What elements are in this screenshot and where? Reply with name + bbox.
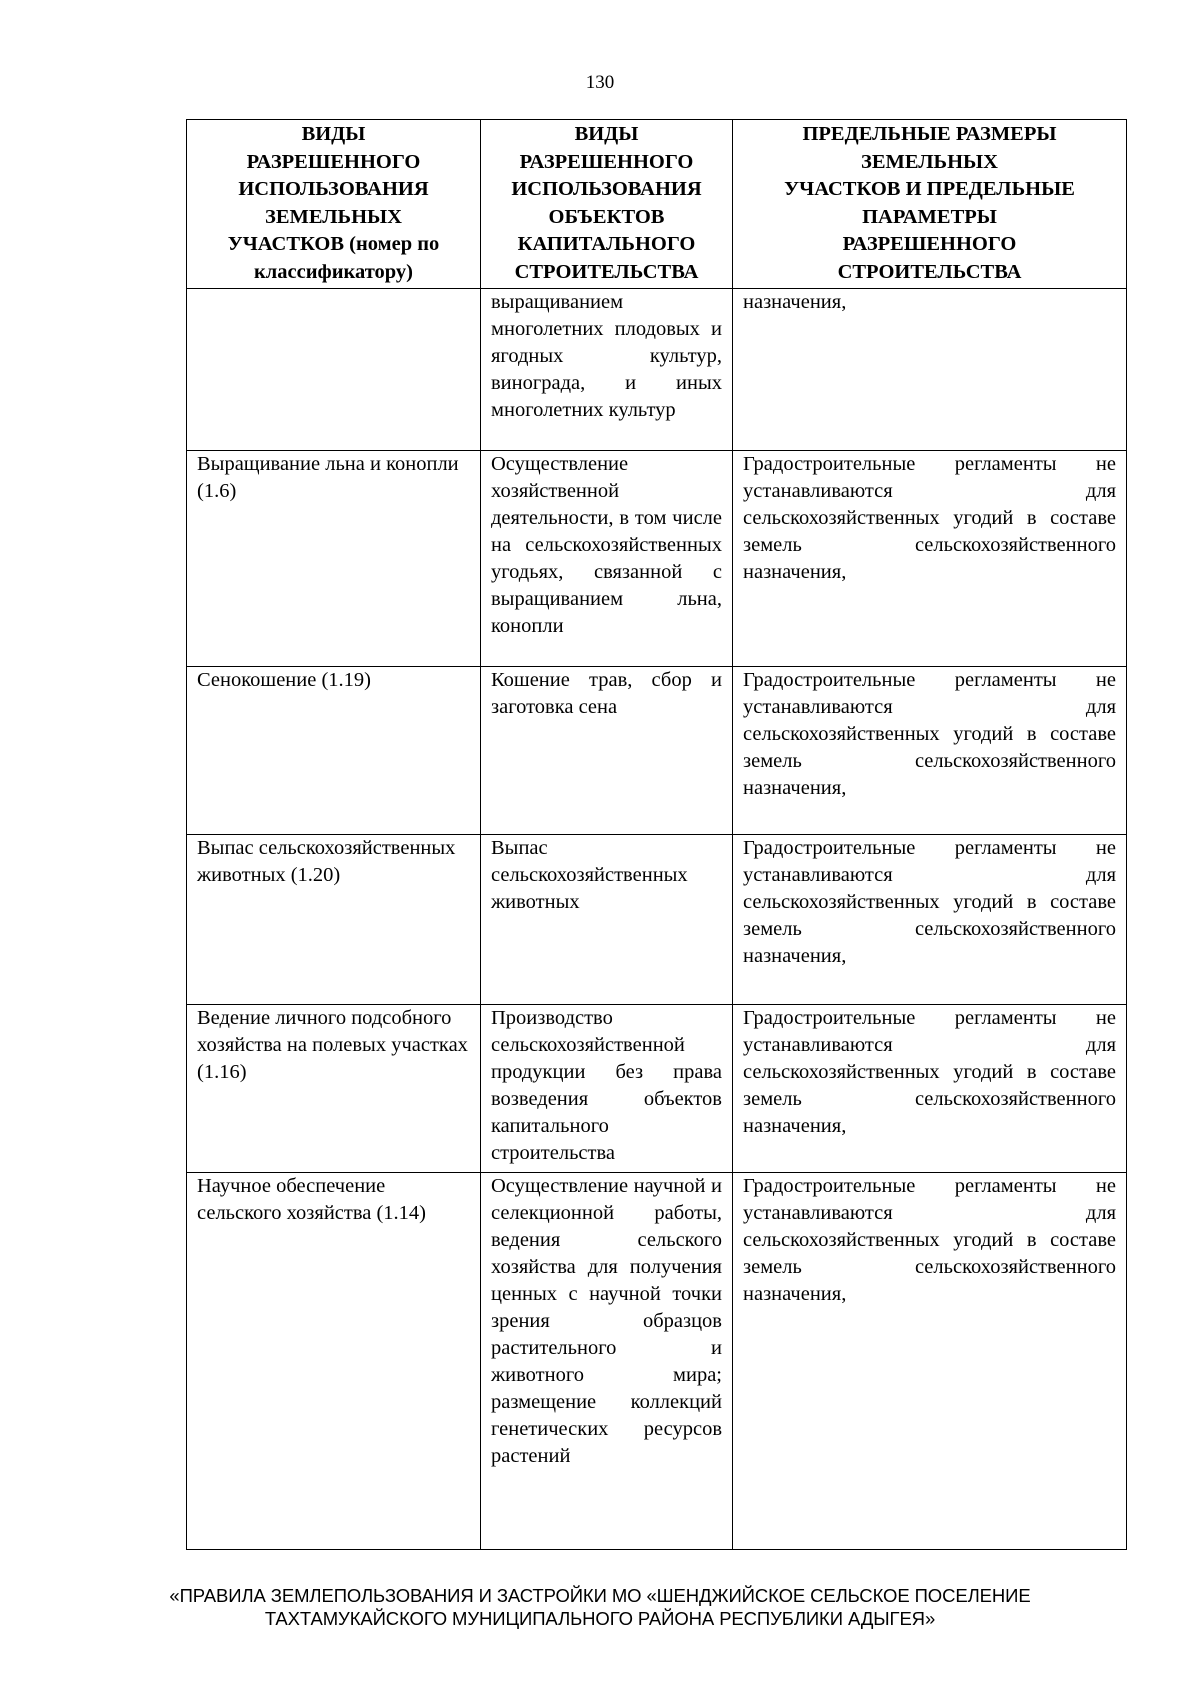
cell-parameters: Градостроительные регламенты не устанавливаются для сельскохозяйственных угодий в составе земель сельскохозяйственного назначения, xyxy=(733,1173,1127,1550)
header-line: ЗЕМЕЛЬНЫХ xyxy=(861,150,998,173)
header-row xyxy=(187,120,1127,289)
table-row xyxy=(187,667,1127,835)
cell-use-kind: Ведение личного подсобного хозяйства на полевых участках (1.16) xyxy=(187,1005,481,1173)
cell-capital-objects: Производство сельскохозяйственной продукции без права возведения объектов капитального строительства xyxy=(481,1005,733,1173)
table-row xyxy=(187,289,1127,451)
header-line: ОБЪЕКТОВ xyxy=(548,205,665,228)
page-number: 130 xyxy=(585,72,615,93)
cell-capital-objects: Выпас сельскохозяйственных животных xyxy=(481,835,733,1005)
header-line: РАЗРЕШЕННОГО xyxy=(842,233,1017,255)
cell-use-kind: Научное обеспечение сельского хозяйства (1.14) xyxy=(187,1173,481,1550)
header-line: КАПИТАЛЬНОГО xyxy=(517,233,696,255)
cell-use-kind: Сенокошение (1.19) xyxy=(187,667,481,835)
cell-capital-objects: Кошение трав, сбор и заготовка сена xyxy=(481,667,733,835)
cell-use-kind: Выпас сельскохозяйственных животных (1.20) xyxy=(187,835,481,1005)
header-line: ВИДЫ xyxy=(301,123,366,145)
header-line: УЧАСТКОВ (номер по xyxy=(227,233,440,255)
header-line: ЗЕМЕЛЬНЫХ xyxy=(265,205,402,228)
header-line: классификатору) xyxy=(253,260,414,283)
header-parameters xyxy=(733,120,1127,289)
header-capital-objects xyxy=(481,120,733,289)
cell-parameters: назначения, xyxy=(733,289,1127,451)
header-line: СТРОИТЕЛЬСТВА xyxy=(837,260,1022,283)
table-row xyxy=(187,1173,1127,1550)
cell-parameters: Градостроительные регламенты не устанавливаются для сельскохозяйственных угодий в составе земель сельскохозяйственного назначения, xyxy=(733,835,1127,1005)
header-line: РАЗРЕШЕННОГО xyxy=(519,150,694,173)
header-use-kind xyxy=(187,120,481,289)
header-line: ИСПОЛЬЗОВАНИЯ xyxy=(511,178,702,200)
header-line: СТРОИТЕЛЬСТВА xyxy=(514,260,699,283)
document-footer xyxy=(0,1584,1200,1630)
table-row xyxy=(187,1005,1127,1173)
table-header xyxy=(187,120,1127,289)
table-row xyxy=(187,451,1127,667)
header-line: ПАРАМЕТРЫ xyxy=(862,205,997,228)
land-use-table xyxy=(186,119,1127,1550)
header-line: ИСПОЛЬЗОВАНИЯ xyxy=(238,178,429,200)
footer-line: «ПРАВИЛА ЗЕМЛЕПОЛЬЗОВАНИЯ И ЗАСТРОЙКИ МО «ШЕНДЖИЙСКОЕ СЕЛЬСКОЕ ПОСЕЛЕНИЕ xyxy=(169,1585,1031,1606)
footer-line: ТАХТАМУКАЙСКОГО МУНИЦИПАЛЬНОГО РАЙОНА РЕСПУБЛИКИ АДЫГЕЯ» xyxy=(264,1608,936,1629)
header-line: ВИДЫ xyxy=(574,123,639,145)
cell-capital-objects: Осуществление научной и селекционной работы, ведения сельского хозяйства для получения ценных с научной точки зрения образцов растительного и животного мира; размещение коллекций генетических ресурсов растений xyxy=(481,1173,733,1550)
cell-capital-objects: Осуществление хозяйственной деятельности, в том числе на сельскохозяйственных угодьях, связанной с выращиванием льна, конопли xyxy=(481,451,733,667)
header-line: УЧАСТКОВ И ПРЕДЕЛЬНЫЕ xyxy=(784,178,1075,200)
cell-parameters: Градостроительные регламенты не устанавливаются для сельскохозяйственных угодий в составе земель сельскохозяйственного назначения, xyxy=(733,1005,1127,1173)
header-line: РАЗРЕШЕННОГО xyxy=(246,150,421,173)
cell-capital-objects: выращиванием многолетних плодовых и ягодных культур, винограда, и иных многолетних культур xyxy=(481,289,733,451)
cell-parameters: Градостроительные регламенты не устанавливаются для сельскохозяйственных угодий в составе земель сельскохозяйственного назначения, xyxy=(733,667,1127,835)
table-row xyxy=(187,835,1127,1005)
cell-use-kind: Выращивание льна и конопли (1.6) xyxy=(187,451,481,667)
table-body xyxy=(187,289,1127,1550)
cell-use-kind xyxy=(187,289,481,451)
cell-parameters: Градостроительные регламенты не устанавливаются для сельскохозяйственных угодий в составе земель сельскохозяйственного назначения, xyxy=(733,451,1127,667)
header-line: ПРЕДЕЛЬНЫЕ РАЗМЕРЫ xyxy=(802,123,1057,145)
